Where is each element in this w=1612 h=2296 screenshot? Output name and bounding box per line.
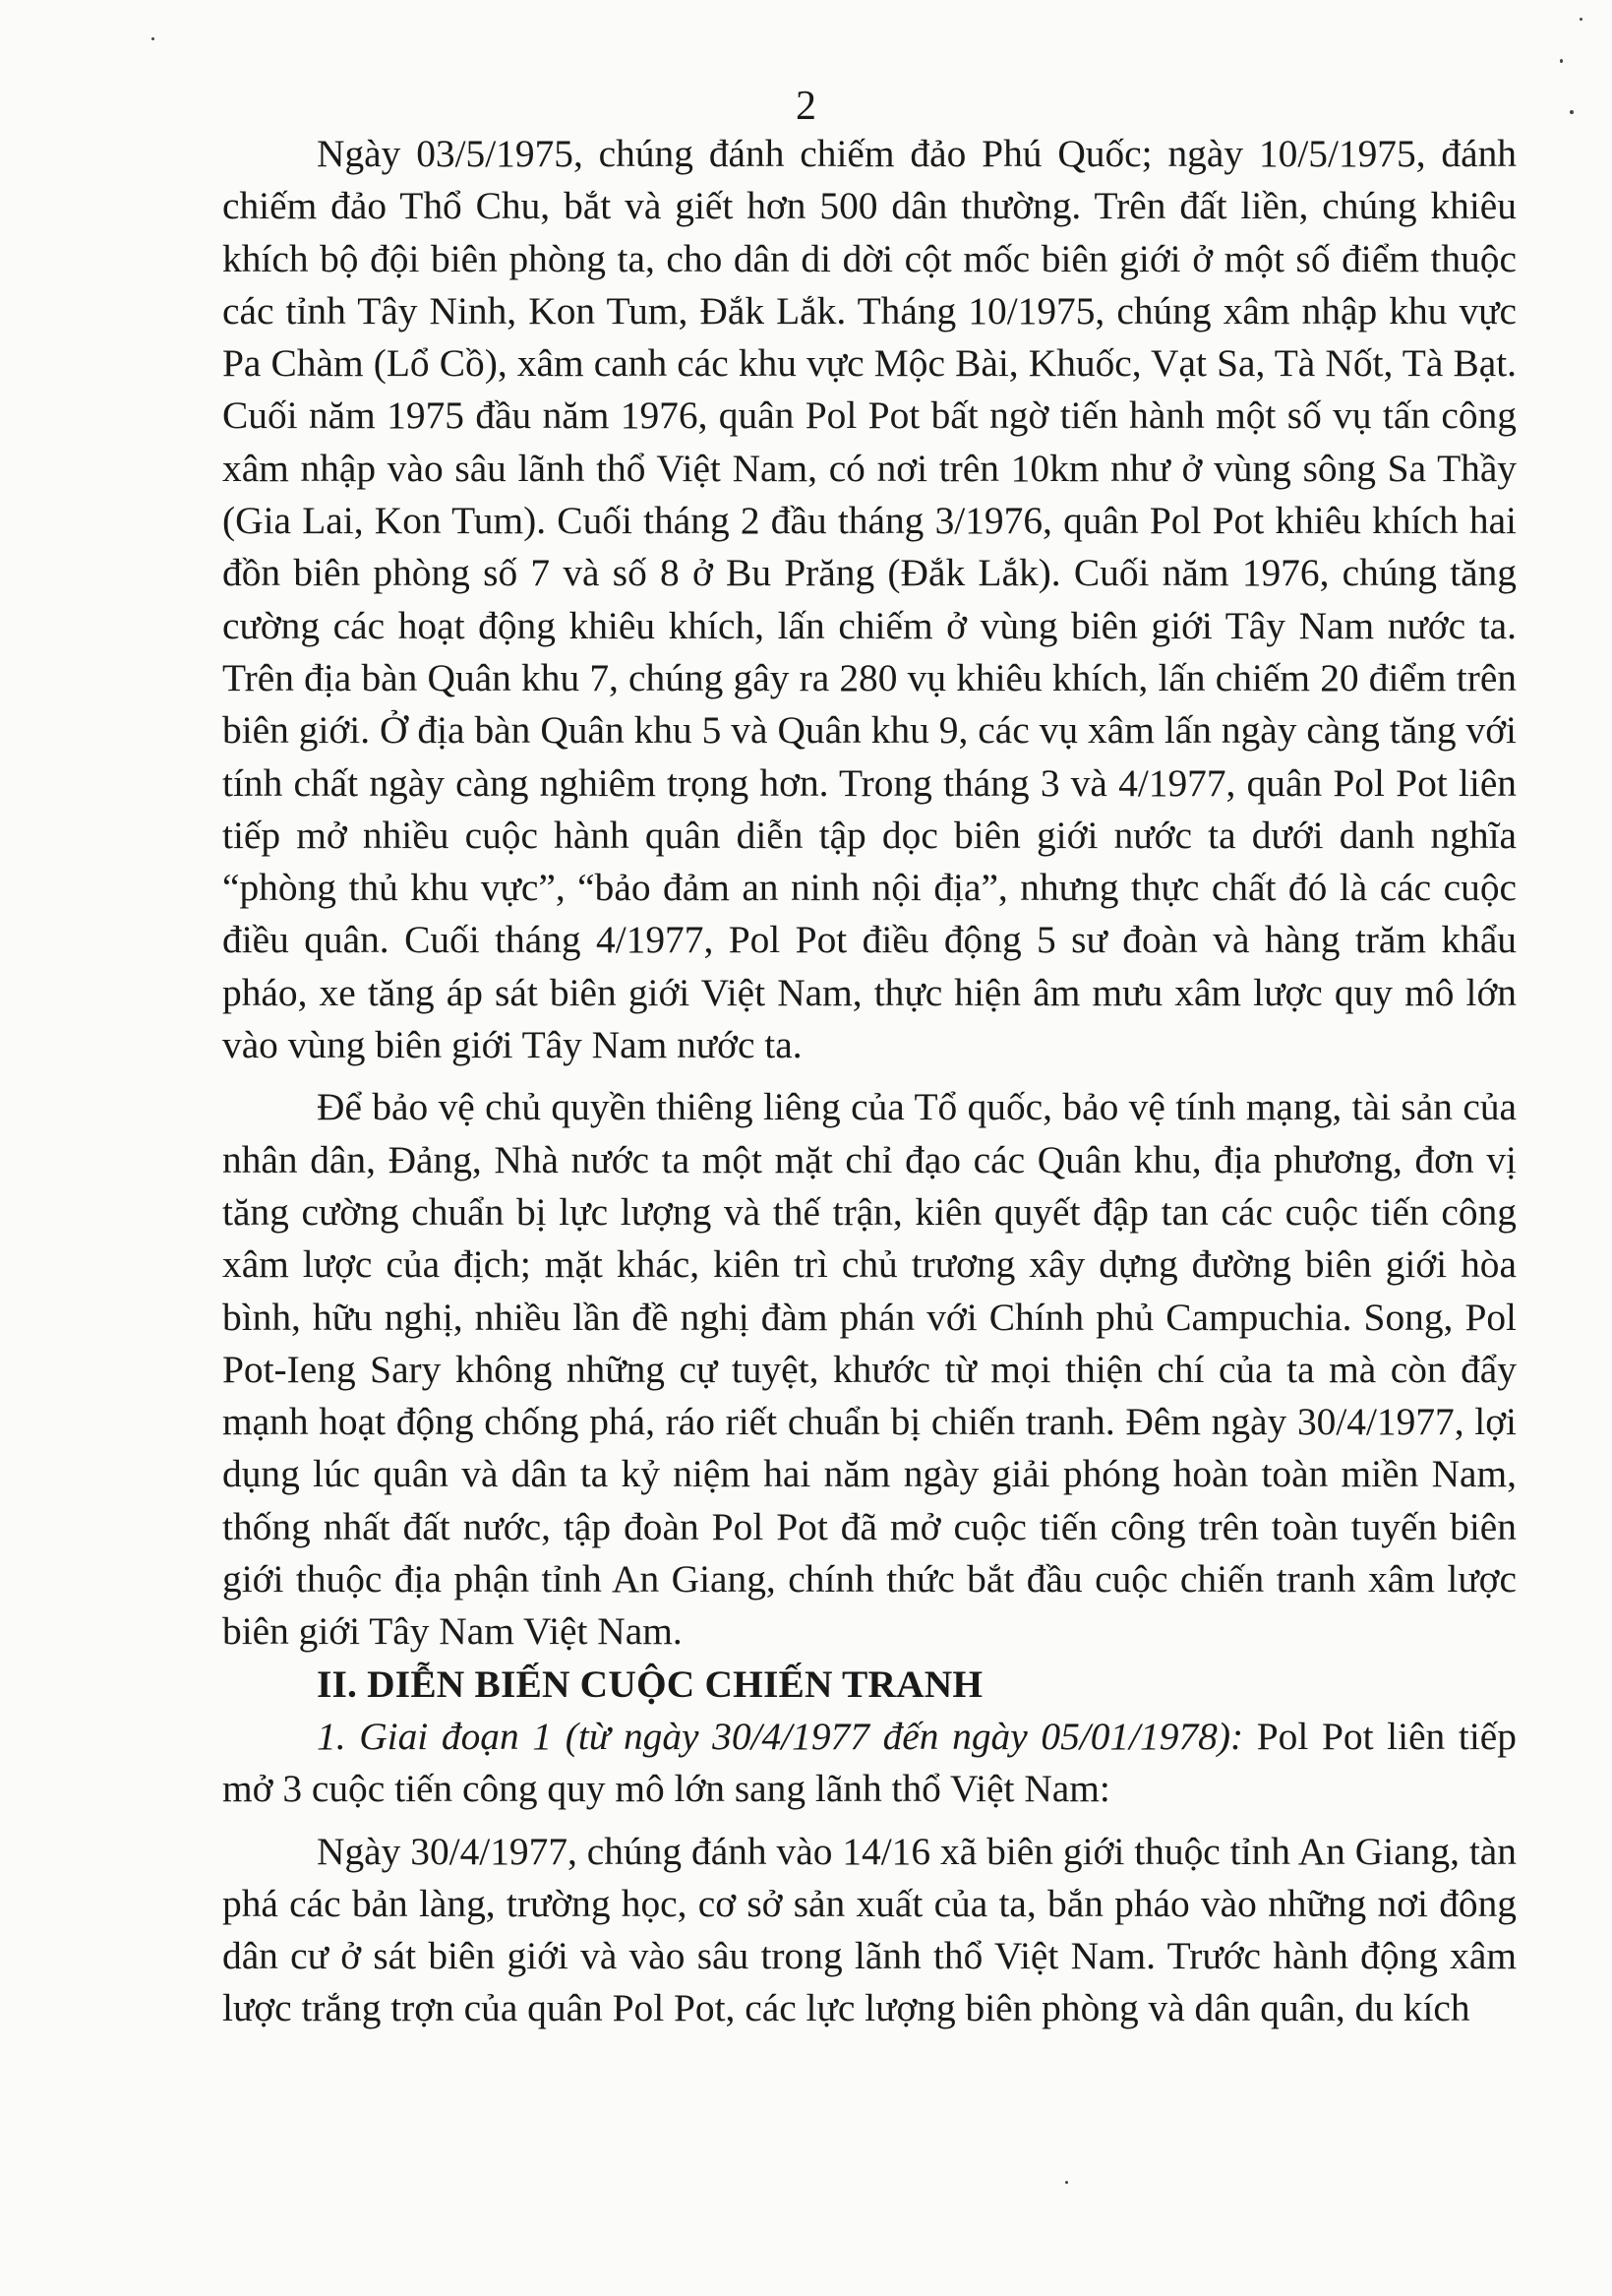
- paragraph-4: Ngày 30/4/1977, chúng đánh vào 14/16 xã biên giới thuộc tỉnh An Giang, tàn phá các bản làng, trường học, cơ sở sản xuất của ta, bắn pháo vào những nơi đông dân cư ở sát biên giới và vào sâu trong lãnh thổ Việt Nam. Trước hành động xâm lược trắng trợn của quân Pol Pot, các lực lượng biên phòng và dân quân, du kích: [222, 1829, 1517, 2030]
- paragraph-gap: [222, 1071, 1517, 1081]
- scan-speck: [151, 37, 154, 40]
- document-body: [222, 128, 1517, 2035]
- page-number: 2: [796, 84, 816, 129]
- scan-speck: [1560, 59, 1563, 63]
- section-heading: II. DIỄN BIẾN CUỘC CHIẾN TRANH: [317, 1662, 984, 1706]
- scan-speck: [1570, 110, 1574, 114]
- paragraph-2: Để bảo vệ chủ quyền thiêng liêng của Tổ quốc, bảo vệ tính mạng, tài sản của nhân dân, Đảng, Nhà nước ta một mặt chỉ đạo các Quân khu, địa phương, đơn vị tăng cường chuẩn bị lực lượng và thế trận, kiên quyết đập tan các cuộc tiến công xâm lược của địch; mặt khác, kiên trì chủ trương xây dựng đường biên giới hòa bình, hữu nghị, nhiều lần đề nghị đàm phán với Chính phủ Campuchia. Song, Pol Pot-Ieng Sary không những cự tuyệt, khước từ mọi thiện chí của ta mà còn đẩy mạnh hoạt động chống phá, ráo riết chuẩn bị chiến tranh. Đêm ngày 30/4/1977, lợi dụng lúc quân và dân ta kỷ niệm hai năm ngày giải phóng hoàn toàn miền Nam, thống nhất đất nước, tập đoàn Pol Pot đã mở cuộc tiến công trên toàn tuyến biên giới thuộc địa phận tỉnh An Giang, chính thức bắt đầu cuộc chiến tranh xâm lược biên giới Tây Nam Việt Nam.: [222, 1085, 1517, 1654]
- phase-1-label: 1. Giai đoạn 1 (từ ngày 30/4/1977 đến ngày 05/01/1978):: [317, 1714, 1244, 1758]
- scan-speck: [1580, 18, 1582, 21]
- paragraph-gap: [222, 1816, 1517, 1826]
- paragraph-1: Ngày 03/5/1975, chúng đánh chiếm đảo Phú Quốc; ngày 10/5/1975, đánh chiếm đảo Thổ Chu, bắt và giết hơn 500 dân thường. Trên đất liền, chúng khiêu khích bộ đội biên phòng ta, cho dân di dời cột mốc biên giới ở một số điểm thuộc các tỉnh Tây Ninh, Kon Tum, Đắk Lắk. Tháng 10/1975, chúng xâm nhập khu vực Pa Chàm (Lổ Cồ), xâm canh các khu vực Mộc Bài, Khuốc, Vạt Sa, Tà Nốt, Tà Bạt. Cuối năm 1975 đầu năm 1976, quân Pol Pot bất ngờ tiến hành một số vụ tấn công xâm nhập vào sâu lãnh thổ Việt Nam, có nơi trên 10km như ở vùng sông Sa Thầy (Gia Lai, Kon Tum). Cuối tháng 2 đầu tháng 3/1976, quân Pol Pot khiêu khích hai đồn biên phòng số 7 và số 8 ở Bu Prăng (Đắk Lắk). Cuối năm 1976, chúng tăng cường các hoạt động khiêu khích, lấn chiếm ở vùng biên giới Tây Nam nước ta. Trên địa bàn Quân khu 7, chúng gây ra 280 vụ khiêu khích, lấn chiếm 20 điểm trên biên giới. Ở địa bàn Quân khu 5 và Quân khu 9, các vụ xâm lấn ngày càng tăng với tính chất ngày càng nghiêm trọng hơn. Trong tháng 3 và 4/1977, quân Pol Pot liên tiếp mở nhiều cuộc hành quân diễn tập dọc biên giới nước ta dưới danh nghĩa “phòng thủ khu vực”, “bảo đảm an ninh nội địa”, nhưng thực chất đó là các cuộc điều quân. Cuối tháng 4/1977, Pol Pot điều động 5 sư đoàn và hàng trăm khẩu pháo, xe tăng áp sát biên giới Việt Nam, thực hiện âm mưu xâm lược quy mô lớn vào vùng biên giới Tây Nam nước ta.: [222, 132, 1517, 1067]
- paragraph-3: [222, 1711, 1517, 1816]
- paragraph-3-text: Pol Pot liên tiếp mở 3 cuộc tiến công quy mô lớn sang lãnh thổ Việt Nam:: [222, 1714, 1517, 1811]
- scan-speck: [1065, 2181, 1068, 2184]
